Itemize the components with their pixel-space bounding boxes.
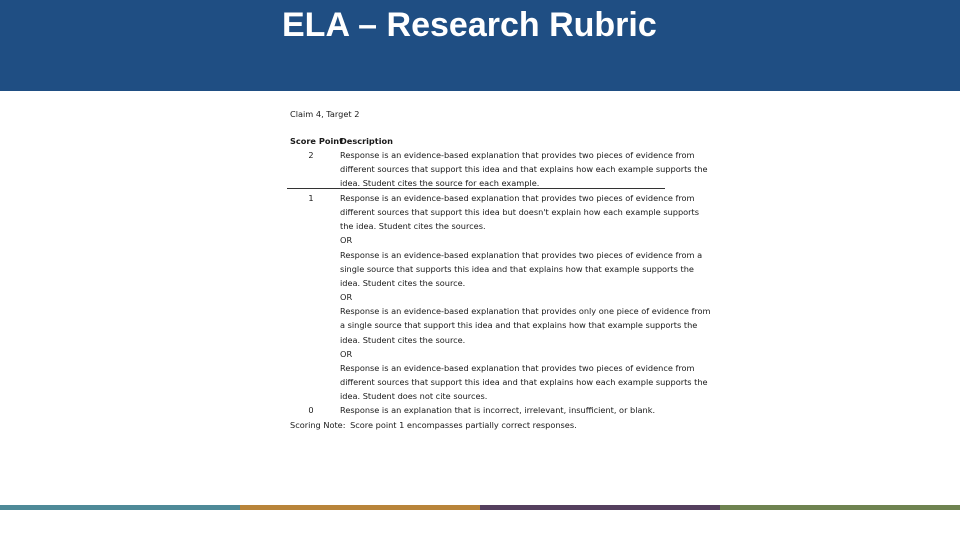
claim-target-label: Claim 4, Target 2 (290, 109, 360, 119)
description-row-2 (340, 148, 708, 190)
description-line: different sources that support this idea but doesn't explain how each example supports (340, 207, 700, 218)
description-line: different sources that support this idea and that explains how each example supports the (340, 377, 708, 388)
description-line: idea. Student does not cite sources. (340, 391, 488, 402)
description-line: Response is an evidence-based explanation that provides two pieces of evidence from (340, 150, 695, 160)
description-line: a single source that support this idea and that explains how that example supports the (340, 320, 698, 331)
description-line: idea. Student cites the source. (340, 334, 466, 345)
description-line: Response is an explanation that is incorrect, irrelevant, insufficient, or blank. (340, 405, 656, 415)
score-value-0: 0 (308, 405, 314, 415)
or-separator: OR (340, 348, 353, 359)
page-title: ELA – Research Rubric (282, 6, 657, 44)
description-line: Response is an evidence-based explanation that provides only one piece of evidence from (340, 306, 711, 317)
score-value-1: 1 (308, 193, 314, 203)
footer-color-bar (0, 505, 960, 510)
scoring-note-text: Score point 1 encompasses partially correct responses. (350, 420, 577, 430)
description-line: Response is an evidence-based explanation that provides two pieces of evidence from (340, 362, 695, 373)
score-value-2: 2 (308, 150, 314, 160)
footer-segment-green (720, 505, 960, 510)
footer-segment-purple (480, 505, 720, 510)
footer-segment-teal (0, 505, 240, 510)
title-banner (0, 0, 960, 91)
or-separator: OR (340, 235, 353, 246)
description-line: single source that supports this idea and that explains how that example supports the (340, 263, 694, 274)
score-point-header: Score Point (290, 136, 343, 146)
description-line: Response is an evidence-based explanation that provides two pieces of evidence from (340, 193, 695, 203)
row-divider (287, 188, 665, 189)
description-row-1 (340, 191, 711, 403)
description-line: idea. Student cites the source for each example. (340, 178, 540, 189)
description-line: Response is an evidence-based explanation that provides two pieces of evidence from a (340, 249, 703, 260)
scoring-note-label: Scoring Note: (290, 420, 346, 430)
description-line: idea. Student cites the source. (340, 277, 466, 288)
or-separator: OR (340, 292, 353, 303)
description-line: the idea. Student cites the sources. (340, 221, 486, 232)
scoring-note (290, 418, 577, 432)
description-line: different sources that support this idea and that explains how each example supports the (340, 164, 708, 175)
description-row-0 (340, 403, 665, 417)
description-header: Description (340, 136, 393, 146)
footer-segment-orange (240, 505, 480, 510)
